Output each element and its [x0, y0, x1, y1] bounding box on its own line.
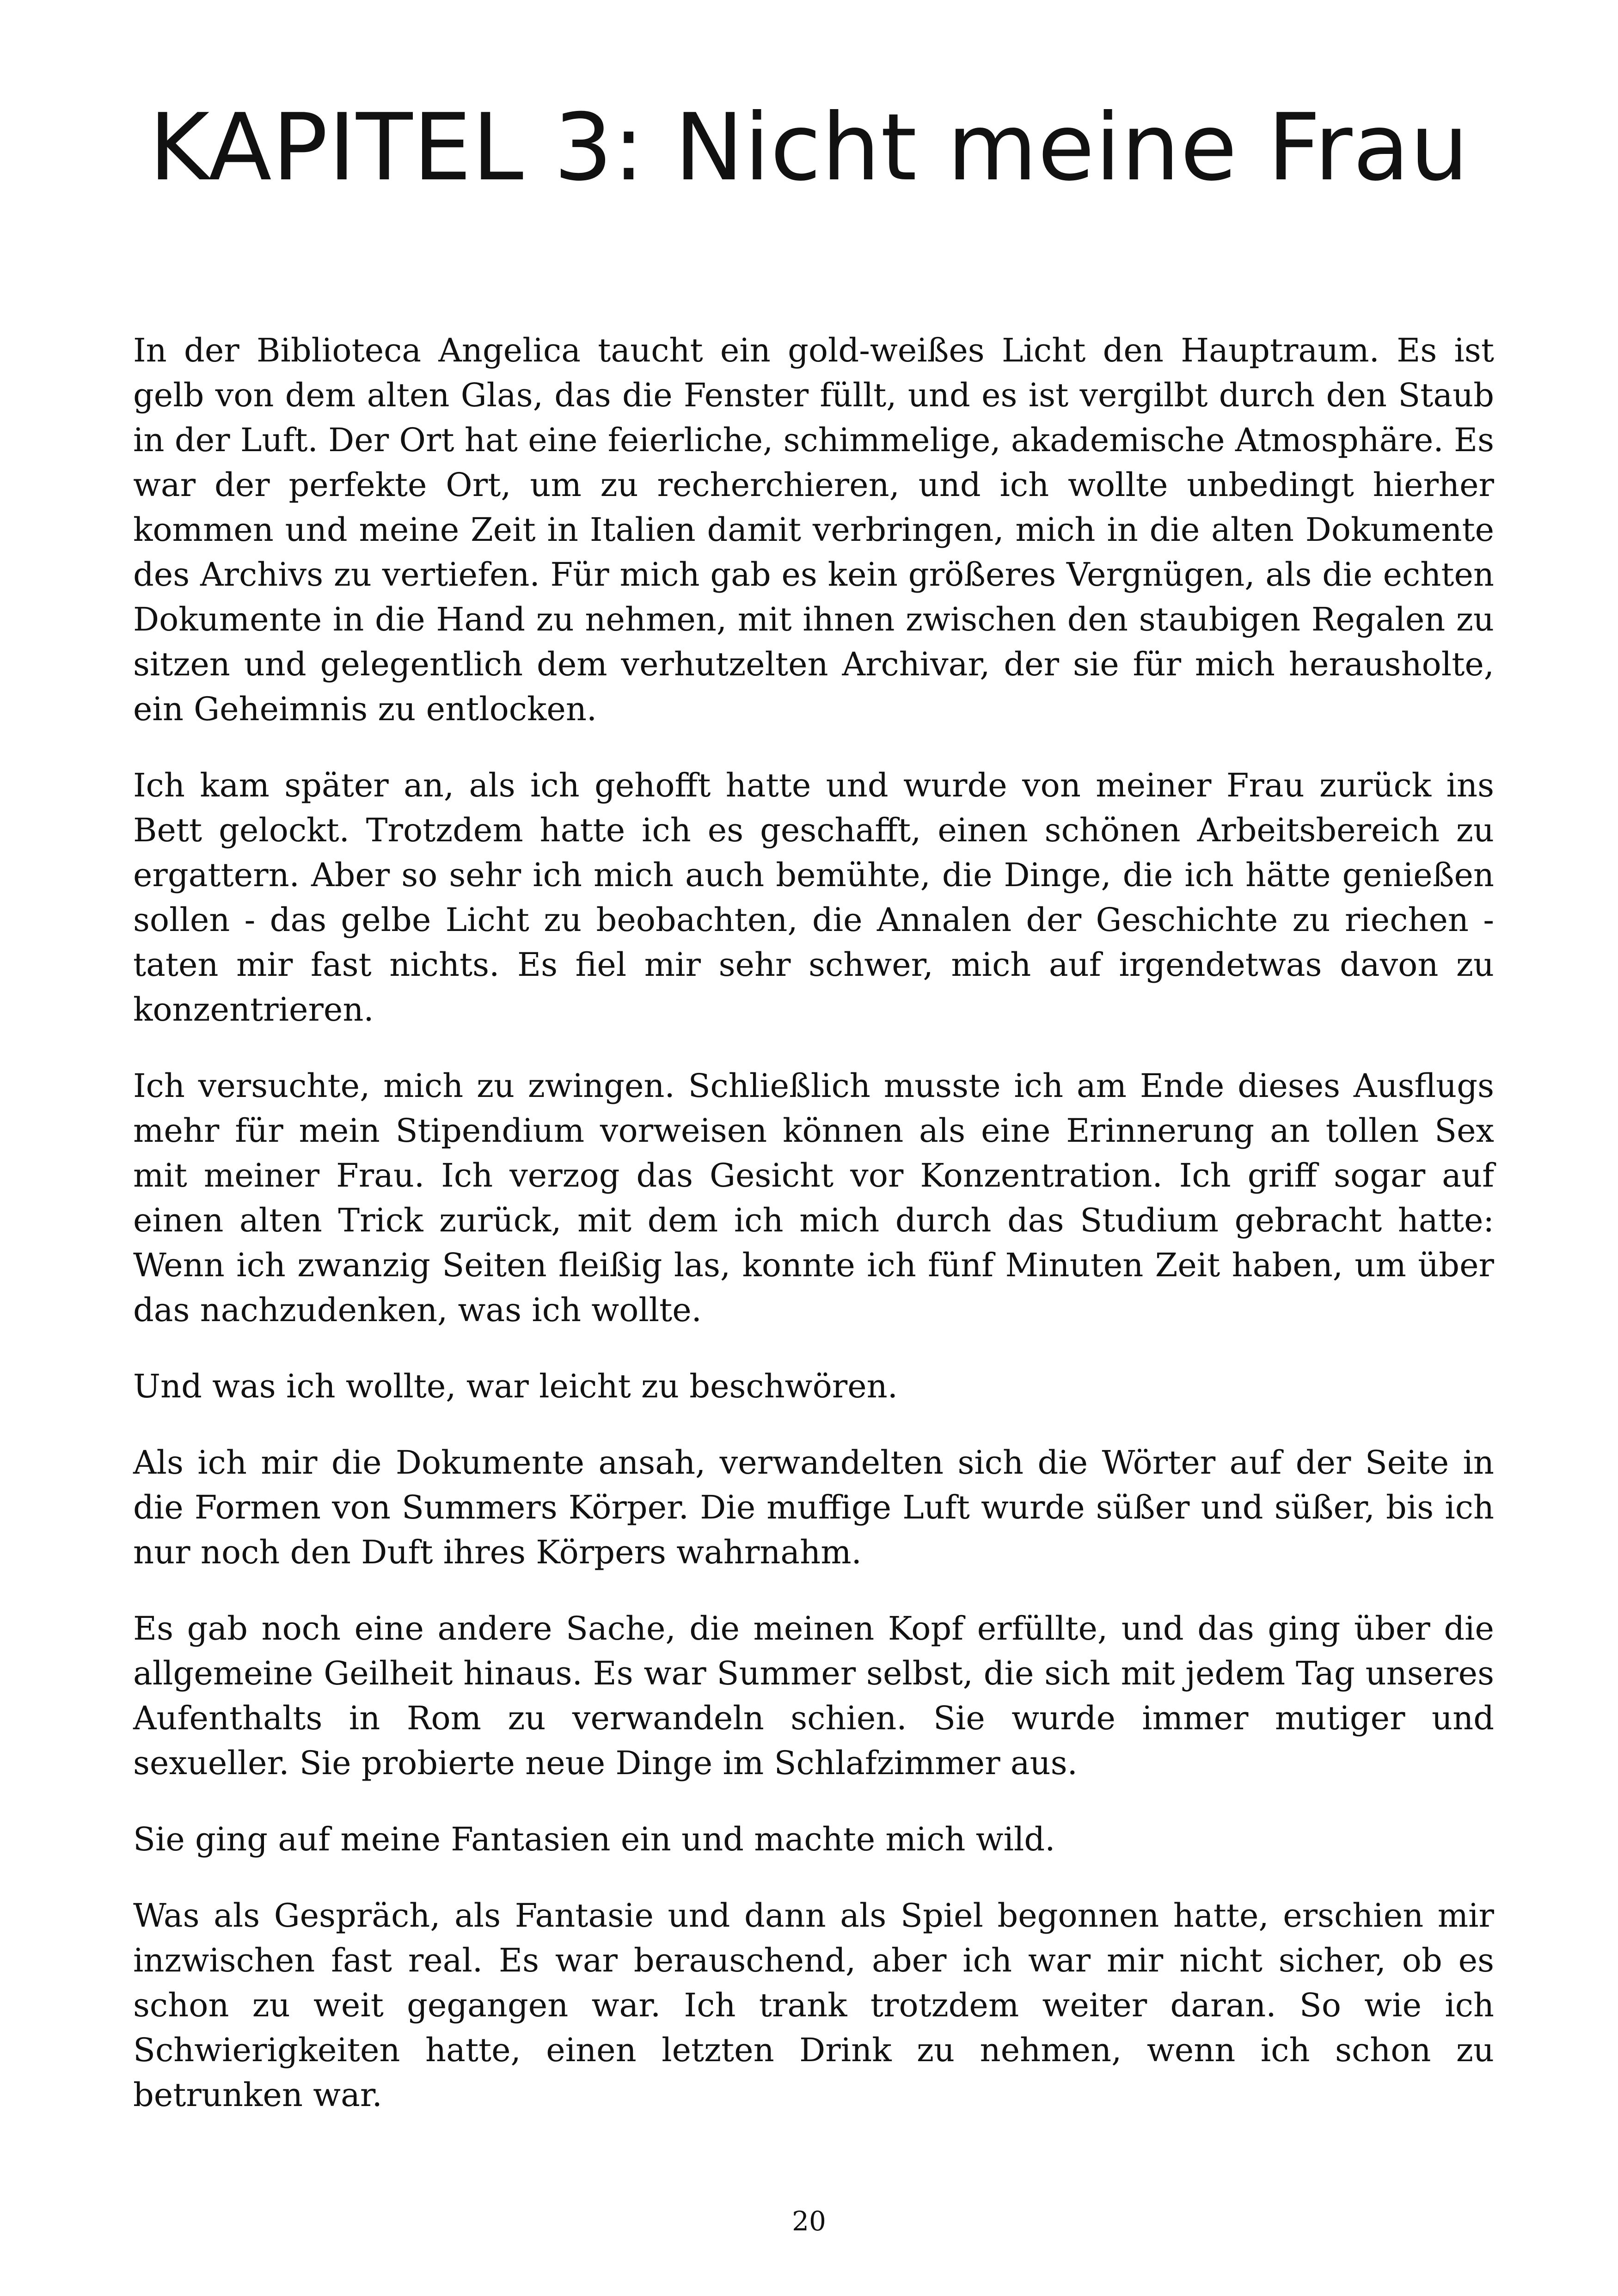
paragraph: Und was ich wollte, war leicht zu beschwören. — [133, 1367, 898, 1405]
chapter-body — [133, 328, 1494, 2149]
chapter-title: KAPITEL 3: Nicht meine Frau — [149, 94, 1469, 202]
paragraph: Als ich mir die Dokumente ansah, verwandelten sich die Wörter auf der Seite in die Formen von Summers Körper. Die muffige Luft wurde süßer und süßer, bis ich nur noch den Duft ihres Körpers wahrnahm. — [133, 1444, 1494, 1571]
page-number: 20 — [792, 2205, 826, 2237]
paragraph: Was als Gespräch, als Fantasie und dann als Spiel begonnen hatte, erschien mir inzwischen fast real. Es war berauschend, aber ich war mir nicht sicher, ob es schon zu weit gegangen war. Ich trank trotzdem weiter daran. So wie ich Schwierigkeiten hatte, einen letzten Drink zu nehmen, wenn ich schon zu betrunken war. — [133, 1897, 1494, 2114]
paragraph: In der Biblioteca Angelica taucht ein gold-weißes Licht den Hauptraum. Es ist gelb von dem alten Glas, das die Fenster füllt, und es ist vergilbt durch den Staub in der Luft. Der Ort hat eine feierliche, schimmelige, akademische Atmosphäre. Es war der perfekte Ort, um zu recherchieren, und ich wollte unbedingt hierher kommen und meine Zeit in Italien damit verbringen, mich in die alten Dokumente des Archivs zu vertiefen. Für mich gab es kein größeres Vergnügen, als die echten Dokumente in die Hand zu nehmen, mit ihnen zwischen den staubigen Regalen zu sitzen und gelegentlich dem verhutzelten Archivar, der sie für mich herausholte, ein Geheimnis zu entlocken. — [133, 331, 1494, 728]
paragraph: Ich kam später an, als ich gehofft hatte und wurde von meiner Frau zurück ins Bett gelockt. Trotzdem hatte ich es geschafft, einen schönen Arbeitsbereich zu ergattern. Aber so sehr ich mich auch bemühte, die Dinge, die ich hätte genießen sollen - das gelbe Licht zu beobachten, die Annalen der Geschichte zu riechen - taten mir fast nichts. Es fiel mir sehr schwer, mich auf irgendetwas davon zu konzentrieren. — [133, 766, 1494, 1029]
paragraph: Ich versuchte, mich zu zwingen. Schließlich musste ich am Ende dieses Ausflugs mehr für mein Stipendium vorweisen können als eine Erinnerung an tollen Sex mit meiner Frau. Ich verzog das Gesicht vor Konzentration. Ich griff sogar auf einen alten Trick zurück, mit dem ich mich durch das Studium gebracht hatte: Wenn ich zwanzig Seiten fleißig las, konnte ich fünf Minuten Zeit haben, um über das nachzudenken, was ich wollte. — [133, 1067, 1494, 1329]
paragraph: Es gab noch eine andere Sache, die meinen Kopf erfüllte, und das ging über die allgemeine Geilheit hinaus. Es war Summer selbst, die sich mit jedem Tag unseres Aufenthalts in Rom zu verwandeln schien. Sie wurde immer mutiger und sexueller. Sie probierte neue Dinge im Schlafzimmer aus. — [133, 1610, 1494, 1782]
paragraph: Sie ging auf meine Fantasien ein und machte mich wild. — [133, 1820, 1055, 1858]
